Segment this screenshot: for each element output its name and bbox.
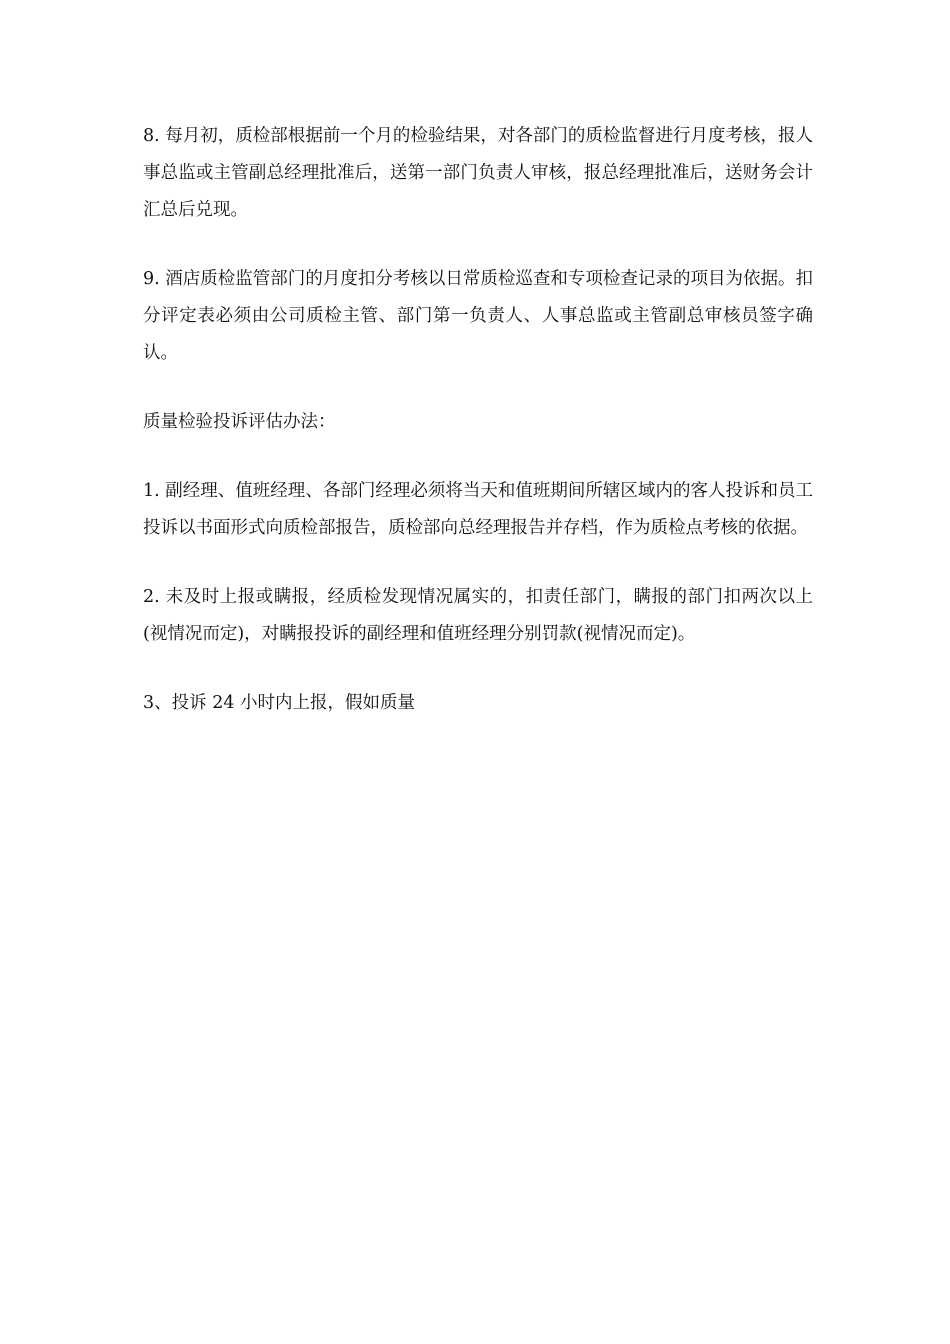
document-body [143,118,813,754]
paragraph-item-1-complaint-reporting: 1. 副经理、值班经理、各部门经理必须将当天和值班期间所辖区域内的客人投诉和员工投诉以书面形式向质检部报告，质检部向总经理报告并存档，作为质检点考核的依据。 [143,481,813,538]
paragraph-item-3-24-hour-report: 3、投诉 24 小时内上报，假如质量 [143,693,416,713]
section-heading-complaint-evaluation: 质量检验投诉评估办法： [143,412,336,432]
paragraph-item-2-late-reporting: 2. 未及时上报或瞒报，经质检发现情况属实的，扣责任部门，瞒报的部门扣两次以上(视情况而定)，对瞒报投诉的副经理和值班经理分别罚款(视情况而定)。 [143,587,813,644]
paragraph-item-9-deduction-basis: 9. 酒店质检监管部门的月度扣分考核以日常质检巡查和专项检查记录的项目为依据。扣分评定表必须由公司质检主管、部门第一负责人、人事总监或主管副总审核员签字确认。 [143,269,813,363]
paragraph-item-8-monthly-assessment: 8. 每月初，质检部根据前一个月的检验结果，对各部门的质检监督进行月度考核，报人事总监或主管副总经理批准后，送第一部门负责人审核，报总经理批准后，送财务会计汇总后兑现。 [143,126,813,220]
